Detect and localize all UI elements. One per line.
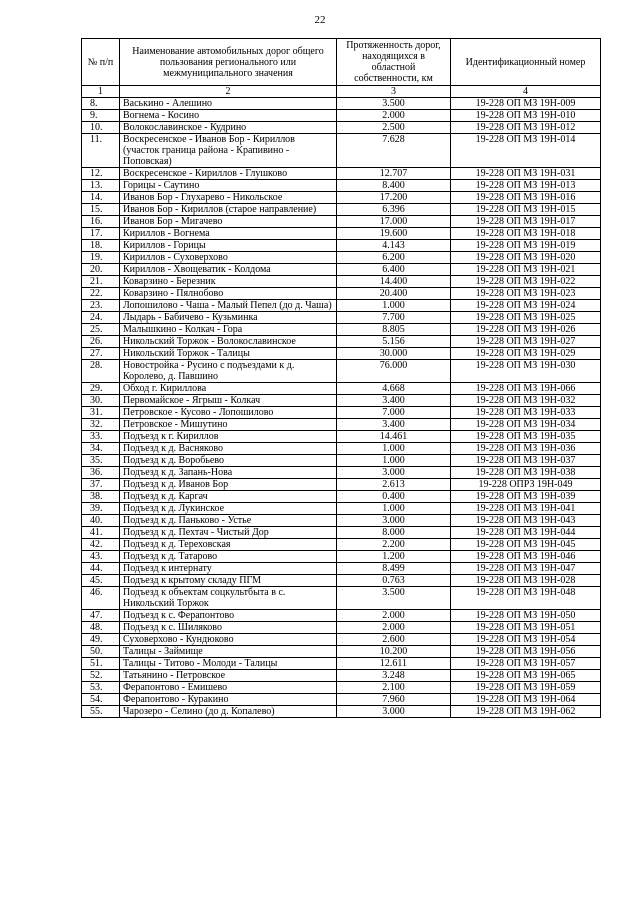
- row-number: 9.: [82, 110, 120, 122]
- table-row: [82, 646, 601, 658]
- road-name: Коварзино - Березник: [120, 276, 337, 288]
- row-number: 21.: [82, 276, 120, 288]
- road-length: 3.248: [337, 670, 451, 682]
- table-row: [82, 539, 601, 551]
- road-id-number: 19-228 ОП МЗ 19Н-027: [451, 336, 601, 348]
- table-row: [82, 168, 601, 180]
- row-number: 17.: [82, 228, 120, 240]
- table-row: [82, 348, 601, 360]
- road-length: 6.400: [337, 264, 451, 276]
- table-row: [82, 276, 601, 288]
- table-row: [82, 443, 601, 455]
- table-row: [82, 622, 601, 634]
- road-length: 2.613: [337, 479, 451, 491]
- road-name: Вогнема - Косино: [120, 110, 337, 122]
- road-id-number: 19-228 ОП МЗ 19Н-033: [451, 407, 601, 419]
- road-name: Кириллов - Суховерхово: [120, 252, 337, 264]
- road-length: 8.000: [337, 527, 451, 539]
- road-name: Суховерхово - Кундюково: [120, 634, 337, 646]
- road-name: Подъезд к д. Тереховская: [120, 539, 337, 551]
- road-id-number: 19-228 ОП МЗ 19Н-066: [451, 383, 601, 395]
- row-number: 24.: [82, 312, 120, 324]
- road-name: Петровское - Мишутино: [120, 419, 337, 431]
- table-row: [82, 98, 601, 110]
- table-row: [82, 491, 601, 503]
- road-name: Первомайское - Ягрыш - Колкач: [120, 395, 337, 407]
- road-length: 2.500: [337, 122, 451, 134]
- road-length: 10.200: [337, 646, 451, 658]
- road-id-number: 19-228 ОП МЗ 19Н-018: [451, 228, 601, 240]
- road-name: Воскресенское - Кириллов - Глушково: [120, 168, 337, 180]
- table-row: [82, 324, 601, 336]
- road-length: 17.200: [337, 192, 451, 204]
- road-length: 2.600: [337, 634, 451, 646]
- column-number: 2: [120, 86, 337, 98]
- road-name: Обход г. Кириллова: [120, 383, 337, 395]
- road-name: Чарозеро - Селино (до д. Копалево): [120, 706, 337, 718]
- row-number: 20.: [82, 264, 120, 276]
- table-row: [82, 395, 601, 407]
- table-row: [82, 300, 601, 312]
- road-id-number: 19-228 ОП МЗ 19Н-020: [451, 252, 601, 264]
- table-row: [82, 694, 601, 706]
- row-number: 50.: [82, 646, 120, 658]
- road-name: Малышкино - Колкач - Гора: [120, 324, 337, 336]
- road-name: Подъезд к д. Иванов Бор: [120, 479, 337, 491]
- row-number: 26.: [82, 336, 120, 348]
- road-length: 2.000: [337, 610, 451, 622]
- table-row: [82, 134, 601, 168]
- table-row: [82, 419, 601, 431]
- road-name: Кириллов - Горицы: [120, 240, 337, 252]
- row-number: 48.: [82, 622, 120, 634]
- road-id-number: 19-228 ОПРЗ 19Н-049: [451, 479, 601, 491]
- road-name: Подъезд к с. Ферапонтово: [120, 610, 337, 622]
- road-length: 7.628: [337, 134, 451, 168]
- row-number: 25.: [82, 324, 120, 336]
- road-length: 6.396: [337, 204, 451, 216]
- table-row: [82, 216, 601, 228]
- road-name: Татьянино - Петровское: [120, 670, 337, 682]
- header-number: № п/п: [82, 39, 120, 86]
- table-row: [82, 180, 601, 192]
- road-length: 17.000: [337, 216, 451, 228]
- road-name: Новостройка - Русино с подъездами к д. Королево, д. Павшино: [120, 360, 337, 383]
- row-number: 31.: [82, 407, 120, 419]
- row-number: 29.: [82, 383, 120, 395]
- road-id-number: 19-228 ОП МЗ 19Н-065: [451, 670, 601, 682]
- road-id-number: 19-228 ОП МЗ 19Н-030: [451, 360, 601, 383]
- row-number: 12.: [82, 168, 120, 180]
- row-number: 15.: [82, 204, 120, 216]
- road-name: Лопошилово - Чаша - Малый Пепел (до д. Чаша): [120, 300, 337, 312]
- road-id-number: 19-228 ОП МЗ 19Н-041: [451, 503, 601, 515]
- road-name: Петровское - Кусово - Лопошилово: [120, 407, 337, 419]
- road-id-number: 19-228 ОП МЗ 19Н-026: [451, 324, 601, 336]
- road-length: 8.499: [337, 563, 451, 575]
- road-length: 0.763: [337, 575, 451, 587]
- road-length: 19.600: [337, 228, 451, 240]
- road-id-number: 19-228 ОП МЗ 19Н-021: [451, 264, 601, 276]
- table-row: [82, 455, 601, 467]
- road-id-number: 19-228 ОП МЗ 19Н-016: [451, 192, 601, 204]
- road-id-number: 19-228 ОП МЗ 19Н-045: [451, 539, 601, 551]
- road-length: 2.000: [337, 110, 451, 122]
- roads-table: [81, 38, 601, 718]
- road-id-number: 19-228 ОП МЗ 19Н-036: [451, 443, 601, 455]
- column-number: 4: [451, 86, 601, 98]
- road-name: Талицы - Займище: [120, 646, 337, 658]
- road-length: 7.960: [337, 694, 451, 706]
- road-length: 76.000: [337, 360, 451, 383]
- road-id-number: 19-228 ОП МЗ 19Н-037: [451, 455, 601, 467]
- road-length: 0.400: [337, 491, 451, 503]
- table-row: [82, 407, 601, 419]
- table-row: [82, 252, 601, 264]
- road-id-number: 19-228 ОП МЗ 19Н-046: [451, 551, 601, 563]
- road-id-number: 19-228 ОП МЗ 19Н-010: [451, 110, 601, 122]
- road-length: 3.500: [337, 587, 451, 610]
- road-length: 4.668: [337, 383, 451, 395]
- road-id-number: 19-228 ОП МЗ 19Н-034: [451, 419, 601, 431]
- row-number: 46.: [82, 587, 120, 610]
- road-length: 14.400: [337, 276, 451, 288]
- row-number: 55.: [82, 706, 120, 718]
- road-length: 3.000: [337, 515, 451, 527]
- column-number: 1: [82, 86, 120, 98]
- road-id-number: 19-228 ОП МЗ 19Н-038: [451, 467, 601, 479]
- header-id-number: Идентификационный номер: [451, 39, 601, 86]
- row-number: 47.: [82, 610, 120, 622]
- header-road-name: Наименование автомобильных дорог общего пользования регионального или межмуниципального значения: [120, 39, 337, 86]
- road-id-number: 19-228 ОП МЗ 19Н-015: [451, 204, 601, 216]
- table-row: [82, 515, 601, 527]
- road-length: 2.100: [337, 682, 451, 694]
- header-length: Протяженность дорог, находящихся в областной собственности, км: [337, 39, 451, 86]
- row-number: 40.: [82, 515, 120, 527]
- row-number: 8.: [82, 98, 120, 110]
- road-name: Талицы - Титово - Молоди - Талицы: [120, 658, 337, 670]
- road-length: 1.000: [337, 300, 451, 312]
- road-id-number: 19-228 ОП МЗ 19Н-029: [451, 348, 601, 360]
- road-name: Подъезд к объектам соцкультбыта в с. Никольский Торжок: [120, 587, 337, 610]
- road-id-number: 19-228 ОП МЗ 19Н-009: [451, 98, 601, 110]
- road-length: 1.200: [337, 551, 451, 563]
- road-name: Горицы - Саутино: [120, 180, 337, 192]
- road-id-number: 19-228 ОП МЗ 19Н-023: [451, 288, 601, 300]
- table-row: [82, 360, 601, 383]
- column-number-row: [82, 86, 601, 98]
- road-name: Коварзино - Пялнобово: [120, 288, 337, 300]
- road-name: Подъезд к г. Кириллов: [120, 431, 337, 443]
- road-name: Подъезд к д. Паньково - Устье: [120, 515, 337, 527]
- row-number: 10.: [82, 122, 120, 134]
- row-number: 51.: [82, 658, 120, 670]
- row-number: 28.: [82, 360, 120, 383]
- row-number: 14.: [82, 192, 120, 204]
- road-id-number: 19-228 ОП МЗ 19Н-017: [451, 216, 601, 228]
- row-number: 39.: [82, 503, 120, 515]
- road-length: 7.000: [337, 407, 451, 419]
- table-row: [82, 670, 601, 682]
- road-name: Волокославинское - Кудрино: [120, 122, 337, 134]
- road-name: Воскресенское - Иванов Бор - Кириллов (участок граница района - Крапивино - Поповская): [120, 134, 337, 168]
- road-id-number: 19-228 ОП МЗ 19Н-032: [451, 395, 601, 407]
- road-length: 1.000: [337, 503, 451, 515]
- road-id-number: 19-228 ОП МЗ 19Н-056: [451, 646, 601, 658]
- road-length: 14.461: [337, 431, 451, 443]
- row-number: 32.: [82, 419, 120, 431]
- row-number: 16.: [82, 216, 120, 228]
- road-name: Подъезд к д. Васняково: [120, 443, 337, 455]
- road-id-number: 19-228 ОП МЗ 19Н-054: [451, 634, 601, 646]
- row-number: 13.: [82, 180, 120, 192]
- road-name: Никольский Торжок - Волокославинское: [120, 336, 337, 348]
- row-number: 38.: [82, 491, 120, 503]
- road-name: Кириллов - Хвощеватик - Колдома: [120, 264, 337, 276]
- road-length: 2.200: [337, 539, 451, 551]
- road-name: Подъезд к д. Пехтач - Чистый Дор: [120, 527, 337, 539]
- road-id-number: 19-228 ОП МЗ 19Н-028: [451, 575, 601, 587]
- road-name: Васькино - Алешино: [120, 98, 337, 110]
- road-name: Иванов Бор - Мигачево: [120, 216, 337, 228]
- table-row: [82, 503, 601, 515]
- road-name: Подъезд к д. Лукинское: [120, 503, 337, 515]
- road-name: Ферапонтово - Куракино: [120, 694, 337, 706]
- row-number: 23.: [82, 300, 120, 312]
- road-name: Подъезд к интернату: [120, 563, 337, 575]
- road-name: Подъезд к с. Шиляково: [120, 622, 337, 634]
- road-id-number: 19-228 ОП МЗ 19Н-012: [451, 122, 601, 134]
- road-length: 3.000: [337, 706, 451, 718]
- road-length: 8.400: [337, 180, 451, 192]
- table-row: [82, 682, 601, 694]
- road-length: 12.707: [337, 168, 451, 180]
- row-number: 53.: [82, 682, 120, 694]
- road-id-number: 19-228 ОП МЗ 19Н-051: [451, 622, 601, 634]
- row-number: 34.: [82, 443, 120, 455]
- road-id-number: 19-228 ОП МЗ 19Н-043: [451, 515, 601, 527]
- table-row: [82, 706, 601, 718]
- table-row: [82, 192, 601, 204]
- table-row: [82, 288, 601, 300]
- road-length: 7.700: [337, 312, 451, 324]
- row-number: 27.: [82, 348, 120, 360]
- row-number: 35.: [82, 455, 120, 467]
- row-number: 41.: [82, 527, 120, 539]
- road-name: Иванов Бор - Глухарево - Никольское: [120, 192, 337, 204]
- table-row: [82, 587, 601, 610]
- road-length: 30.000: [337, 348, 451, 360]
- table-body: [82, 98, 601, 718]
- table-row: [82, 122, 601, 134]
- table-row: [82, 110, 601, 122]
- road-name: Подъезд к д. Запань-Нова: [120, 467, 337, 479]
- table-row: [82, 228, 601, 240]
- road-length: 6.200: [337, 252, 451, 264]
- header-row: [82, 39, 601, 86]
- road-name: Иванов Бор - Кириллов (старое направление): [120, 204, 337, 216]
- road-name: Подъезд к д. Татарово: [120, 551, 337, 563]
- row-number: 37.: [82, 479, 120, 491]
- road-id-number: 19-228 ОП МЗ 19Н-059: [451, 682, 601, 694]
- table-row: [82, 563, 601, 575]
- row-number: 42.: [82, 539, 120, 551]
- road-length: 4.143: [337, 240, 451, 252]
- table-row: [82, 312, 601, 324]
- road-id-number: 19-228 ОП МЗ 19Н-064: [451, 694, 601, 706]
- table-row: [82, 634, 601, 646]
- table-row: [82, 240, 601, 252]
- road-id-number: 19-228 ОП МЗ 19Н-062: [451, 706, 601, 718]
- row-number: 36.: [82, 467, 120, 479]
- row-number: 49.: [82, 634, 120, 646]
- table-row: [82, 204, 601, 216]
- table-row: [82, 575, 601, 587]
- road-length: 3.500: [337, 98, 451, 110]
- table-row: [82, 527, 601, 539]
- road-length: 3.400: [337, 419, 451, 431]
- row-number: 44.: [82, 563, 120, 575]
- road-id-number: 19-228 ОП МЗ 19Н-044: [451, 527, 601, 539]
- page-number: 22: [314, 14, 326, 26]
- table-row: [82, 658, 601, 670]
- row-number: 22.: [82, 288, 120, 300]
- row-number: 54.: [82, 694, 120, 706]
- table-row: [82, 610, 601, 622]
- table-row: [82, 431, 601, 443]
- row-number: 33.: [82, 431, 120, 443]
- row-number: 52.: [82, 670, 120, 682]
- road-id-number: 19-228 ОП МЗ 19Н-039: [451, 491, 601, 503]
- row-number: 18.: [82, 240, 120, 252]
- table-row: [82, 264, 601, 276]
- road-length: 2.000: [337, 622, 451, 634]
- road-id-number: 19-228 ОП МЗ 19Н-035: [451, 431, 601, 443]
- road-id-number: 19-228 ОП МЗ 19Н-014: [451, 134, 601, 168]
- road-length: 3.400: [337, 395, 451, 407]
- table-row: [82, 479, 601, 491]
- row-number: 45.: [82, 575, 120, 587]
- road-id-number: 19-228 ОП МЗ 19Н-022: [451, 276, 601, 288]
- road-id-number: 19-228 ОП МЗ 19Н-025: [451, 312, 601, 324]
- road-id-number: 19-228 ОП МЗ 19Н-048: [451, 587, 601, 610]
- road-length: 5.156: [337, 336, 451, 348]
- road-name: Подъезд к крытому складу ПГМ: [120, 575, 337, 587]
- road-length: 3.000: [337, 467, 451, 479]
- road-name: Лыдарь - Бабичево - Кузьминка: [120, 312, 337, 324]
- road-id-number: 19-228 ОП МЗ 19Н-047: [451, 563, 601, 575]
- road-id-number: 19-228 ОП МЗ 19Н-019: [451, 240, 601, 252]
- road-name: Кириллов - Вогнема: [120, 228, 337, 240]
- row-number: 30.: [82, 395, 120, 407]
- road-length: 12.611: [337, 658, 451, 670]
- column-number: 3: [337, 86, 451, 98]
- road-name: Подъезд к д. Воробьево: [120, 455, 337, 467]
- road-name: Подъезд к д. Каргач: [120, 491, 337, 503]
- table-row: [82, 336, 601, 348]
- road-length: 8.805: [337, 324, 451, 336]
- row-number: 43.: [82, 551, 120, 563]
- road-length: 1.000: [337, 455, 451, 467]
- table-row: [82, 383, 601, 395]
- road-name: Ферапонтово - Емишево: [120, 682, 337, 694]
- road-id-number: 19-228 ОП МЗ 19Н-013: [451, 180, 601, 192]
- row-number: 19.: [82, 252, 120, 264]
- road-id-number: 19-228 ОП МЗ 19Н-050: [451, 610, 601, 622]
- row-number: 11.: [82, 134, 120, 168]
- table-row: [82, 551, 601, 563]
- table-row: [82, 467, 601, 479]
- road-length: 1.000: [337, 443, 451, 455]
- road-name: Никольский Торжок - Талицы: [120, 348, 337, 360]
- road-id-number: 19-228 ОП МЗ 19Н-057: [451, 658, 601, 670]
- road-id-number: 19-228 ОП МЗ 19Н-024: [451, 300, 601, 312]
- road-length: 20.400: [337, 288, 451, 300]
- road-id-number: 19-228 ОП МЗ 19Н-031: [451, 168, 601, 180]
